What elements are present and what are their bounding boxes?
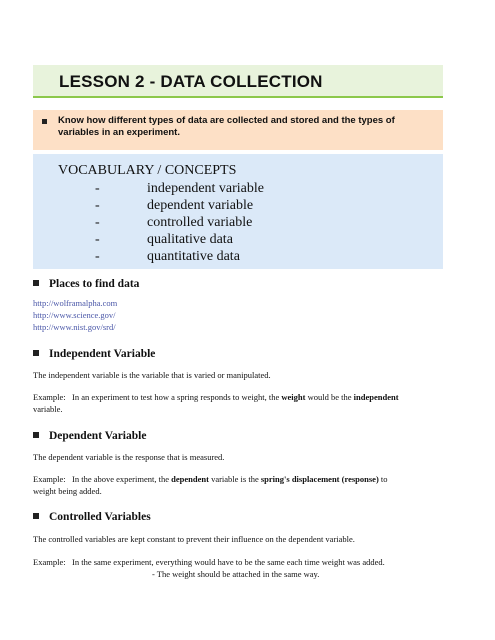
vocabulary-item: - quantitative data	[95, 249, 240, 264]
controlled-definition: The controlled variables are kept constant to prevent their influence on the dependent variable.	[33, 534, 355, 544]
bullet-icon	[42, 119, 47, 124]
independent-example: Example: In an experiment to test how a spring responds to weight, the weight would be the independent variable.	[33, 392, 399, 414]
data-source-link[interactable]: http://www.nist.gov/srd/	[33, 322, 116, 332]
bullet-icon	[33, 513, 39, 519]
bullet-icon	[33, 350, 39, 356]
section-heading-independent: Independent Variable	[33, 348, 155, 360]
dependent-definition: The dependent variable is the response that is measured.	[33, 452, 225, 462]
vocabulary-item: - independent variable	[95, 181, 265, 196]
controlled-example: Example: In the same experiment, everything would have to be the same each time weight was added. - The weight should be attached in the same way.	[33, 557, 385, 579]
vocabulary-heading: VOCABULARY / CONCEPTS	[58, 163, 237, 178]
lesson-title-banner	[33, 65, 443, 98]
independent-definition: The independent variable is the variable that is varied or manipulated.	[33, 370, 271, 380]
section-heading-controlled: Controlled Variables	[33, 511, 151, 523]
vocabulary-item: - qualitative data	[95, 232, 233, 247]
section-heading-places: Places to find data	[33, 278, 139, 290]
bullet-icon	[33, 432, 39, 438]
dependent-example: Example: In the above experiment, the dependent variable is the spring's displacement (response) to weight being added.	[33, 474, 388, 496]
data-source-link[interactable]: http://www.science.gov/	[33, 310, 116, 320]
data-source-link[interactable]: http://wolframalpha.com	[33, 298, 118, 308]
vocabulary-item: - controlled variable	[95, 215, 253, 230]
lesson-title: LESSON 2 - DATA COLLECTION	[59, 72, 323, 91]
section-heading-dependent: Dependent Variable	[33, 430, 146, 442]
objective-text: Know how different types of data are collected and stored and the types of variables in an experiment.	[58, 115, 395, 138]
vocabulary-box	[33, 154, 443, 269]
vocabulary-item: - dependent variable	[95, 198, 254, 213]
bullet-icon	[33, 280, 39, 286]
objective-box	[33, 110, 443, 150]
